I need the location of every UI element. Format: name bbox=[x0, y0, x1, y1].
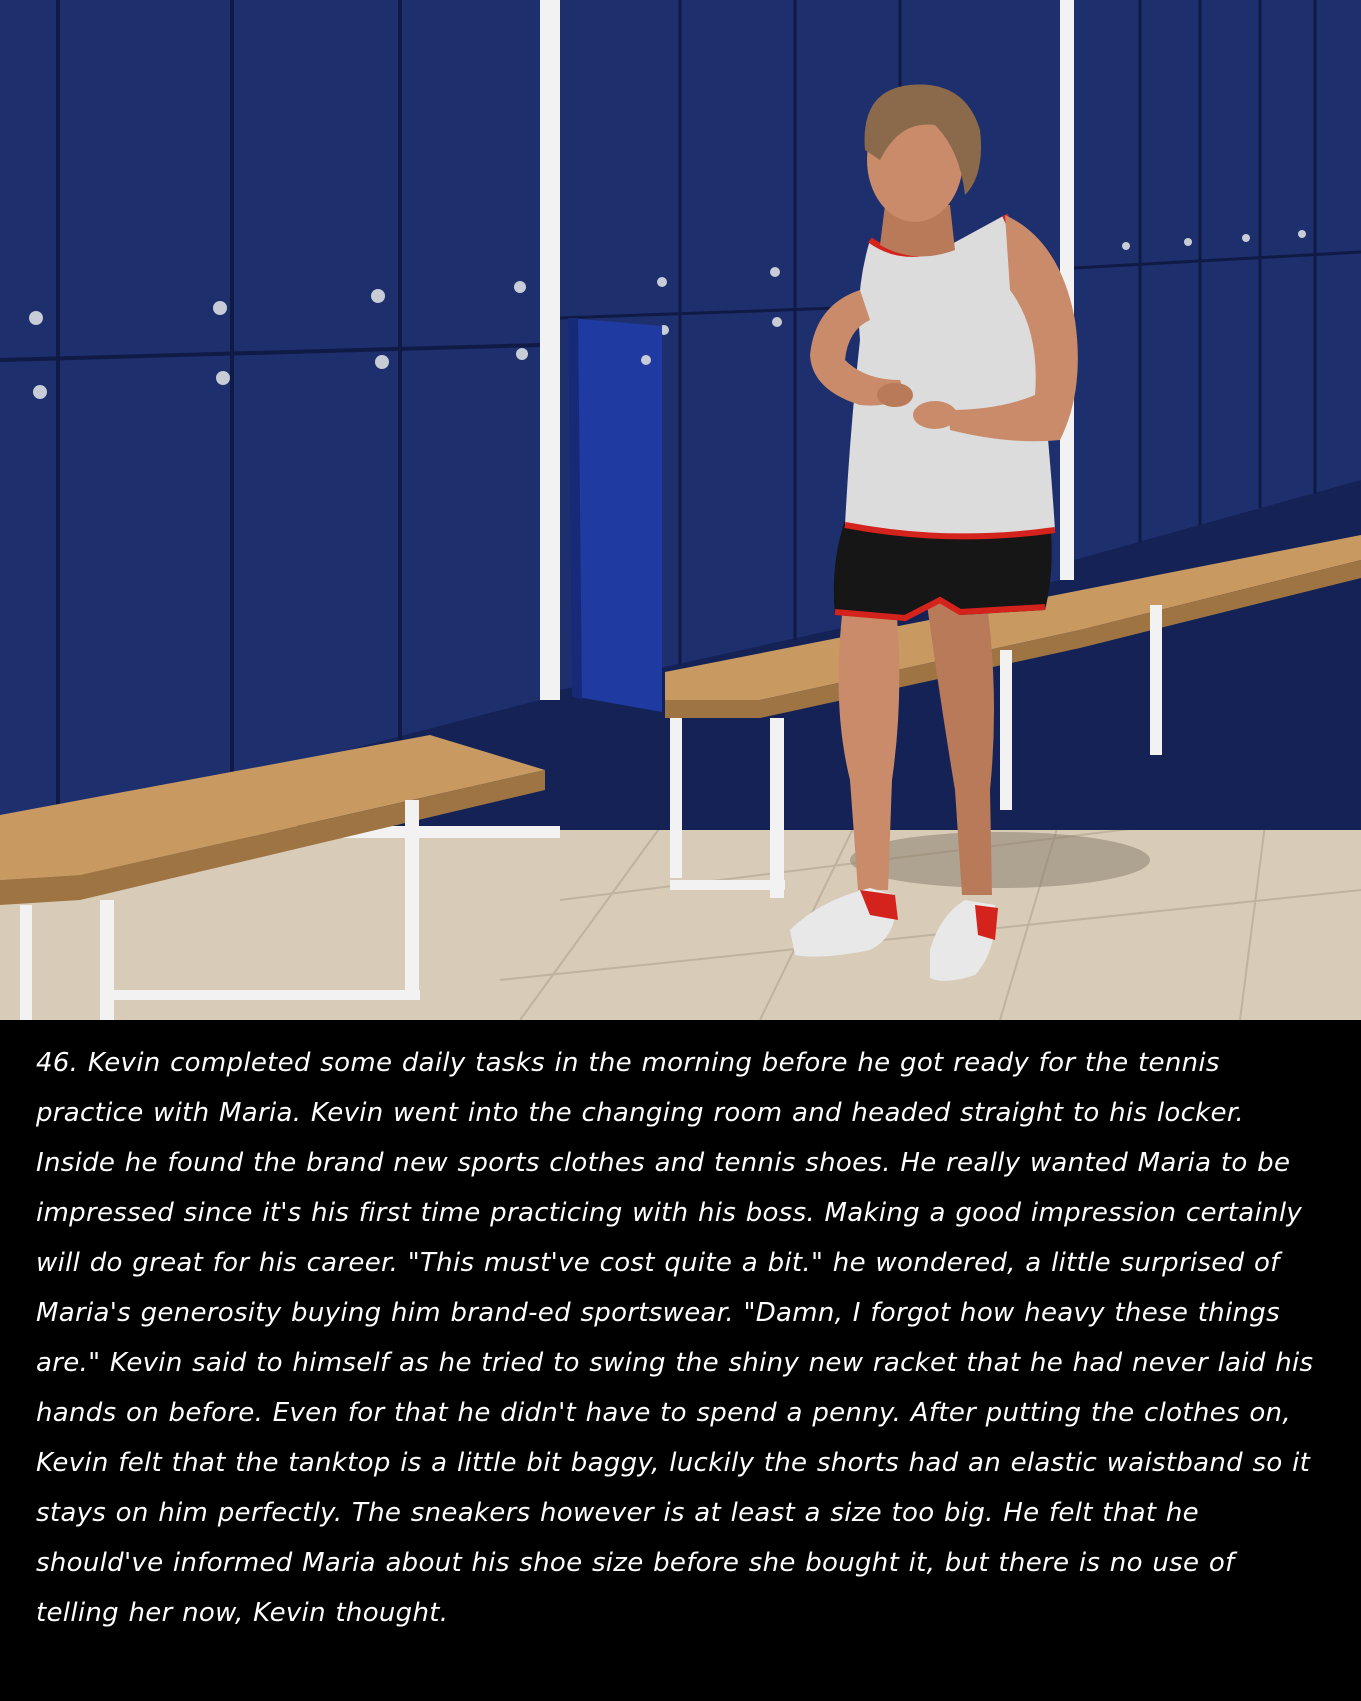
open-locker-door bbox=[568, 318, 662, 712]
right-locker-bank bbox=[1074, 0, 1361, 560]
caption-text: 46. Kevin completed some daily tasks in the morning before he got ready for the tennis practice with Maria. Kevin went into the changing room and headed straight to his locker. Inside he found the brand new sports clothes and tennis shoes. He really wanted Maria to be impressed since it's his first time practicing with his boss. Making a good impression certainly will do great for his career. "This must've cost quite a bit." he wondered, a little surprised of Maria's generosity buying him brand-ed sportswear. "Damn, I forgot how heavy these things are." Kevin said to himself as he tried to swing the shiny new racket that he had never laid his hands on before. Even for that he didn't have to spend a penny. After putting the clothes on, Kevin felt that the tanktop is a little bit baggy, luckily the shorts had an elastic waistband so it stays on him perfectly. The sneakers however is at least a size too big. He felt that he should've informed Maria about his shoe size before she bought it, but there is no use of telling her now, Kevin thought. bbox=[36, 1048, 1314, 1628]
story-caption bbox=[0, 1020, 1361, 1701]
right-hand bbox=[913, 401, 957, 429]
left-locker-bank bbox=[0, 0, 540, 840]
left-hand bbox=[877, 383, 913, 407]
